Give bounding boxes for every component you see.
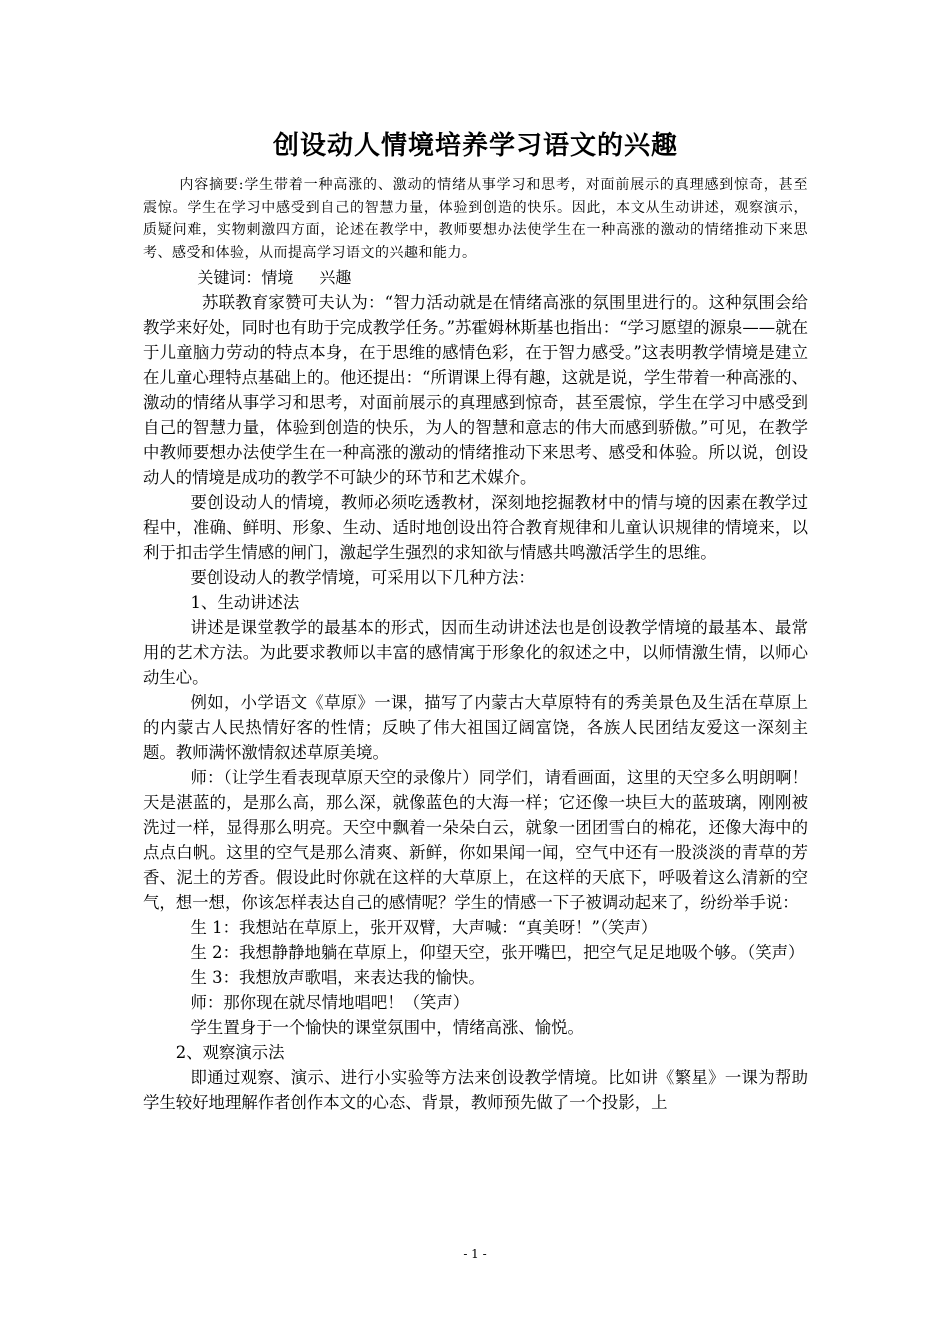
keywords-label: 关键词：情境 <box>197 268 294 287</box>
paragraph-intro: 苏联教育家赞可夫认为：“智力活动就是在情绪高涨的氛围里进行的。这种氛围会给教学来好处，同时也有助于完成教学任务。”苏霍姆林斯基也指出：“学习愿望的源泉——就在于儿童脑力劳动的特点本身，在于思维的感情色彩，在于智力感受。”这表明教学情境是建立在儿童心理特点基础上的。他还提出：“所谓课上得有趣，这就是说，学生带着一种高涨的、激动的情绪从事学习和思考，对面前展示的真理感到惊奇，甚至震惊，学生在学习中感受到自己的智慧力量，体验到创造的快乐，为人的智慧和意志的伟大而感到骄傲。”可见，在教学中教师要想办法使学生在一种高涨的激动的情绪推动下来思考、感受和体验。所以说，创设动人的情境是成功的教学不可缺少的环节和艺术媒介。 <box>143 293 808 487</box>
paragraph-student-3: 生 3：我想放声歌唱，来表达我的愉快。 <box>190 968 485 987</box>
paragraph-narration: 讲述是课堂教学的最基本的形式，因而生动讲述法也是创设教学情境的最基本、最常用的艺术方法。为此要求教师以丰富的感情寓于形象化的叙述之中，以师情激生情，以师心动生心。 <box>143 618 808 687</box>
abstract: 内容摘要:学生带着一种高涨的、激动的情绪从事学习和思考，对面前展示的真理感到惊奇，甚至震惊。学生在学习中感受到自己的智慧力量，体验到创造的快乐。因此，本文从生动讲述，观察演示，质疑问难，实物刺激四方面，论述在教学中，教师要想办法使学生在一种高涨的激动的情绪推动下来思考、感受和体验，从而提高学习语文的兴趣和能力。 <box>143 177 808 261</box>
paragraph-student-1: 生 1：我想站在草原上，张开双臂，大声喊：“真美呀！”（笑声） <box>190 918 658 937</box>
paragraph-atmosphere: 学生置身于一个愉快的课堂氛围中，情绪高涨、愉悦。 <box>190 1018 584 1037</box>
paragraph-example: 例如，小学语文《草原》一课，描写了内蒙古大草原特有的秀美景色及生活在草原上的内蒙古人民热情好客的性情；反映了伟大祖国辽阔富饶，各族人民团结友爱这一深刻主题。教师满怀激情叙述草原美境。 <box>143 693 808 762</box>
document-title: 创设动人情境培养学习语文的兴趣 <box>272 131 678 161</box>
paragraph-teacher-speech: 师：（让学生看表现草原天空的录像片）同学们，请看画面，这里的天空多么明朗啊！天是湛蓝的，是那么高，那么深，就像蓝色的大海一样；它还像一块巨大的蓝玻璃，刚刚被洗过一样，显得那么明亮。天空中飘着一朵朵白云，就象一团团雪白的棉花，还像大海中的点点白帆。这里的空气是那么清爽、新鲜，你如果闻一闻，空气中还有一股淡淡的青草的芳香、泥土的芳香。假设此时你就在这样的大草原上，在这样的天底下，呼吸着这么清新的空气，想一想，你该怎样表达自己的感情呢？学生的情感一下子被调动起来了，纷纷举手说： <box>143 768 808 912</box>
section-heading-1: 1、生动讲述法 <box>190 593 300 612</box>
paragraph-teacher-reply: 师：那你现在就尽情地唱吧！（笑声） <box>190 993 470 1012</box>
page-number: - 1 - <box>463 1247 487 1261</box>
paragraph-student-2: 生 2：我想静静地躺在草原上，仰望天空，张开嘴巴，把空气足足地吸个够。（笑声） <box>190 943 805 962</box>
paragraph-create-scene: 要创设动人的情境，教师必须吃透教材，深刻地挖掘教材中的情与境的因素在教学过程中，准确、鲜明、形象、生动、适时地创设出符合教育规律和儿童认识规律的情境来，以利于扣击学生情感的闸门，激起学生强烈的求知欲与情感共鸣激活学生的思维。 <box>143 493 808 562</box>
keywords-value: 兴趣 <box>319 268 352 287</box>
paragraph-observation: 即通过观察、演示、进行小实验等方法来创设教学情境。比如讲《繁星》一课为帮助学生较好地理解作者创作本文的心态、背景，教师预先做了一个投影，上 <box>143 1068 808 1112</box>
section-heading-2: 2、观察演示法 <box>175 1043 285 1062</box>
document-page <box>143 128 808 1115</box>
paragraph-methods-intro: 要创设动人的教学情境，可采用以下几种方法： <box>190 568 535 587</box>
keywords <box>143 266 808 290</box>
